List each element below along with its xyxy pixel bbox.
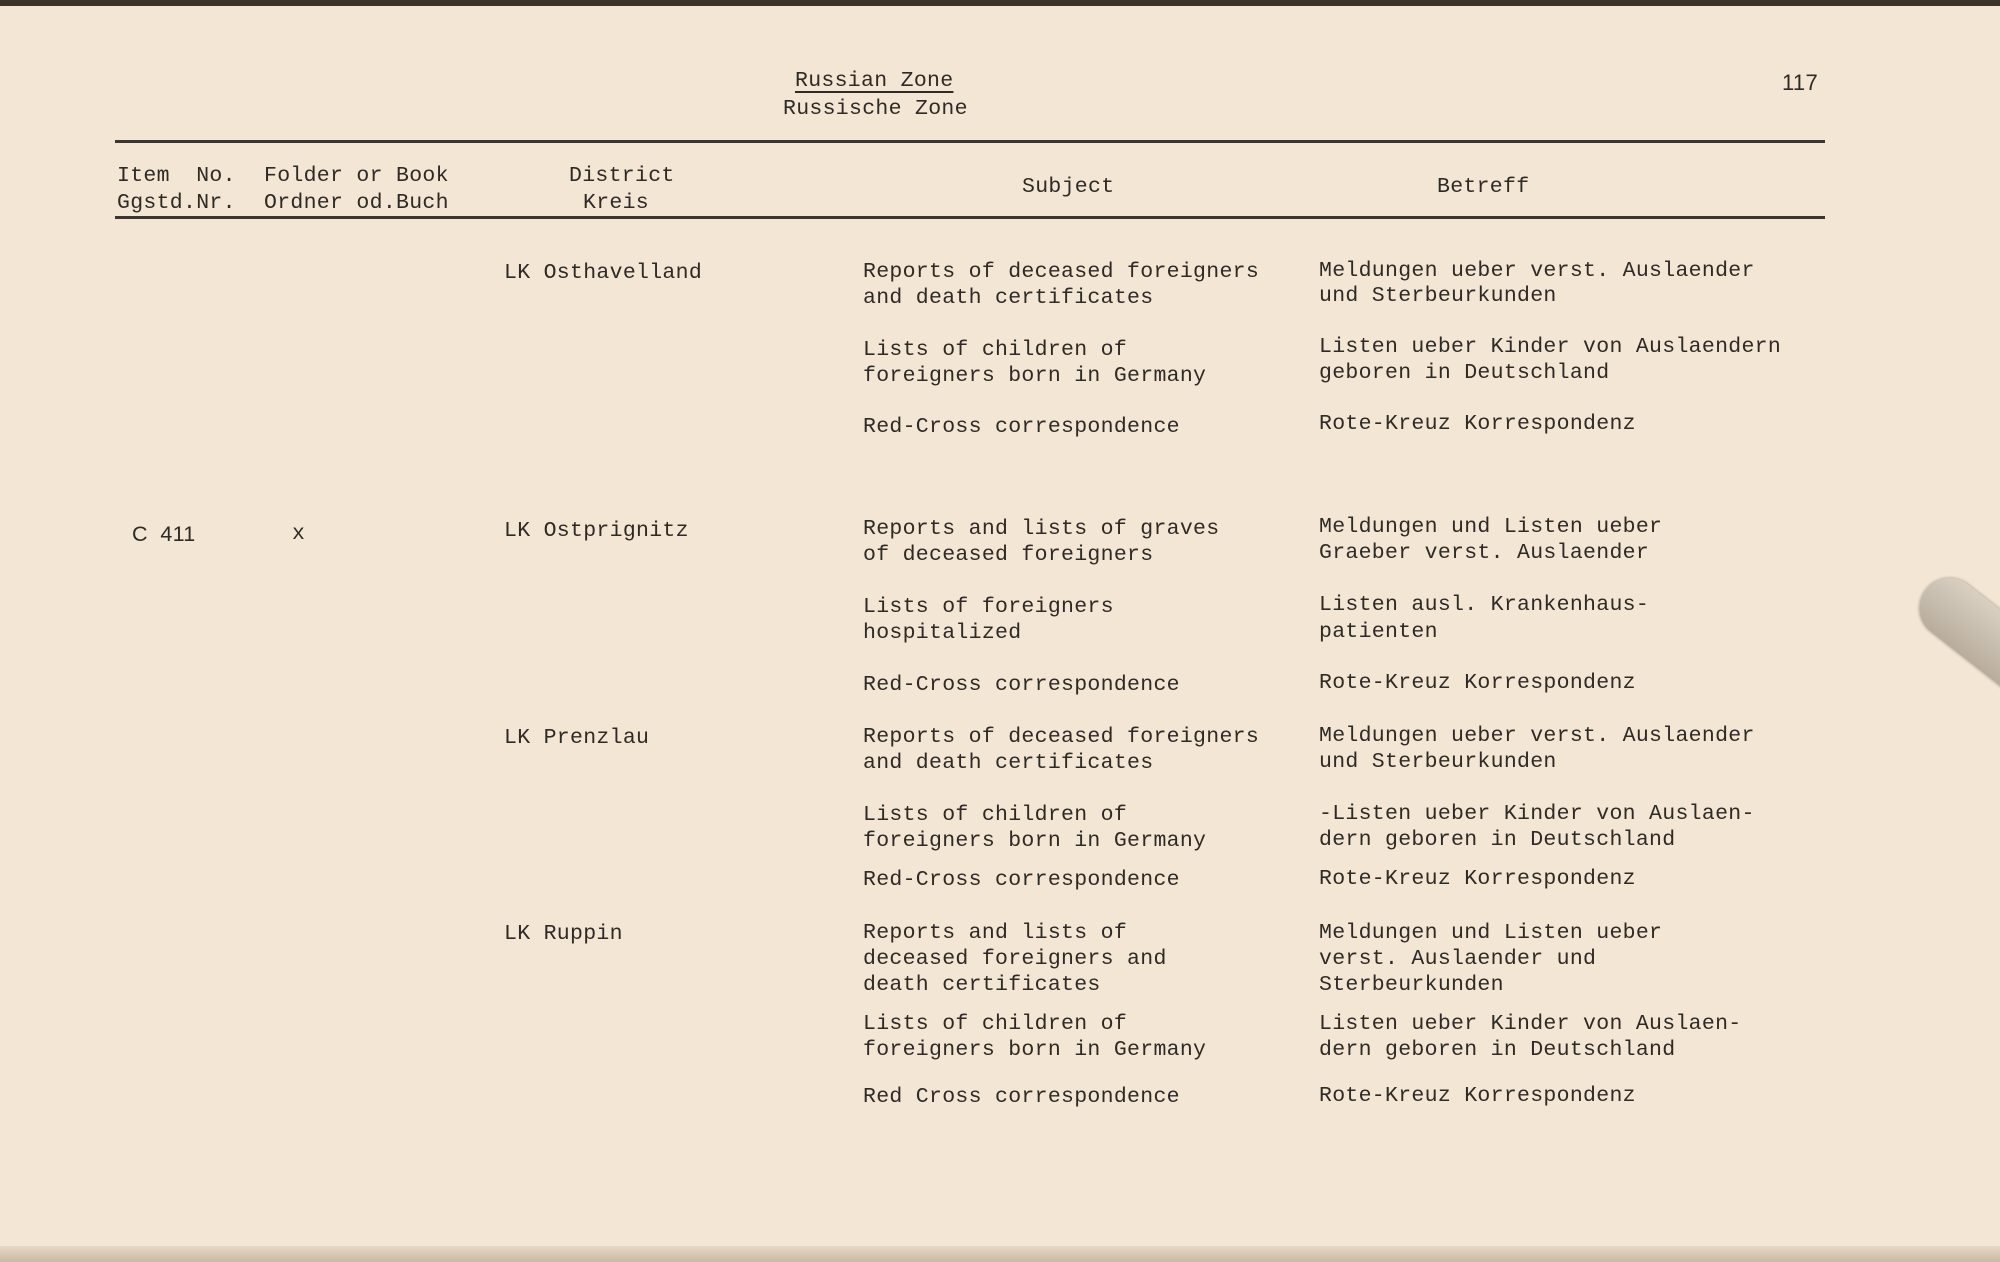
header-rule-bottom — [115, 216, 1825, 219]
column-header-betreff: Betreff — [1437, 175, 1530, 199]
betreff-text: Rote-Kreuz Korrespondenz — [1319, 867, 1636, 891]
subject-text: foreigners born in Germany — [863, 829, 1207, 853]
column-header-item: Item No. — [117, 164, 236, 188]
betreff-text: Meldungen ueber verst. Auslaender — [1319, 724, 1755, 748]
subject-text: Reports and lists of graves — [863, 517, 1220, 541]
betreff-text: Graeber verst. Auslaender — [1319, 541, 1650, 565]
betreff-text: Meldungen ueber verst. Auslaender — [1319, 259, 1755, 283]
subject-text: Red-Cross correspondence — [863, 415, 1180, 439]
subject-text: foreigners born in Germany — [863, 1038, 1207, 1062]
zone-title-german: Russische Zone — [783, 97, 968, 121]
district-name: LK Osthavelland — [504, 261, 703, 285]
betreff-text: geboren in Deutschland — [1319, 361, 1610, 385]
header-rule-top — [115, 140, 1825, 143]
betreff-text: Sterbeurkunden — [1319, 973, 1504, 997]
betreff-text: Rote-Kreuz Korrespondenz — [1319, 671, 1636, 695]
column-header-item-de: Ggstd.Nr. — [117, 191, 236, 215]
subject-text: foreigners born in Germany — [863, 364, 1207, 388]
subject-text: Lists of foreigners — [863, 595, 1114, 619]
item-number: C 411 — [132, 522, 196, 546]
column-header-subject: Subject — [1022, 175, 1115, 199]
betreff-text: Meldungen und Listen ueber — [1319, 921, 1663, 945]
subject-text: Red-Cross correspondence — [863, 868, 1180, 892]
subject-text: Lists of children of — [863, 803, 1128, 827]
column-header-folder: Folder or Book — [264, 164, 449, 188]
subject-text: deceased foreigners and — [863, 947, 1167, 971]
betreff-text: Meldungen und Listen ueber — [1319, 515, 1663, 539]
subject-text: and death certificates — [863, 286, 1154, 310]
betreff-text: dern geboren in Deutschland — [1319, 828, 1676, 852]
subject-text: death certificates — [863, 973, 1101, 997]
folder-mark: x — [292, 522, 306, 546]
page-number: 117 — [1782, 70, 1818, 95]
page-edge — [0, 1246, 2000, 1262]
district-name: LK Ostprignitz — [504, 519, 689, 543]
zone-title-english: Russian Zone — [795, 69, 954, 93]
subject-text: Lists of children of — [863, 338, 1128, 362]
subject-text: Reports of deceased foreigners — [863, 260, 1260, 284]
district-name: LK Prenzlau — [504, 726, 650, 750]
betreff-text: Listen ueber Kinder von Auslaendern — [1319, 335, 1782, 359]
column-header-district: District — [569, 164, 675, 188]
betreff-text: verst. Auslaender und — [1319, 947, 1597, 971]
betreff-text: Listen ausl. Krankenhaus- — [1319, 593, 1650, 617]
betreff-text: und Sterbeurkunden — [1319, 750, 1557, 774]
document-page — [0, 6, 2000, 1262]
betreff-text: dern geboren in Deutschland — [1319, 1038, 1676, 1062]
betreff-text: Listen ueber Kinder von Auslaen- — [1319, 1012, 1742, 1036]
column-header-folder-de: Ordner od.Buch — [264, 191, 449, 215]
betreff-text: -Listen ueber Kinder von Auslaen- — [1319, 802, 1755, 826]
district-name: LK Ruppin — [504, 922, 623, 946]
subject-text: Red Cross correspondence — [863, 1085, 1180, 1109]
subject-text: and death certificates — [863, 751, 1154, 775]
betreff-text: Rote-Kreuz Korrespondenz — [1319, 1084, 1636, 1108]
column-header-district-de: Kreis — [583, 191, 650, 215]
subject-text: of deceased foreigners — [863, 543, 1154, 567]
page-tab-marker — [1907, 566, 2000, 706]
betreff-text: und Sterbeurkunden — [1319, 284, 1557, 308]
subject-text: Red-Cross correspondence — [863, 673, 1180, 697]
subject-text: hospitalized — [863, 621, 1022, 645]
betreff-text: Rote-Kreuz Korrespondenz — [1319, 412, 1636, 436]
subject-text: Lists of children of — [863, 1012, 1128, 1036]
subject-text: Reports of deceased foreigners — [863, 725, 1260, 749]
subject-text: Reports and lists of — [863, 921, 1128, 945]
betreff-text: patienten — [1319, 620, 1438, 644]
